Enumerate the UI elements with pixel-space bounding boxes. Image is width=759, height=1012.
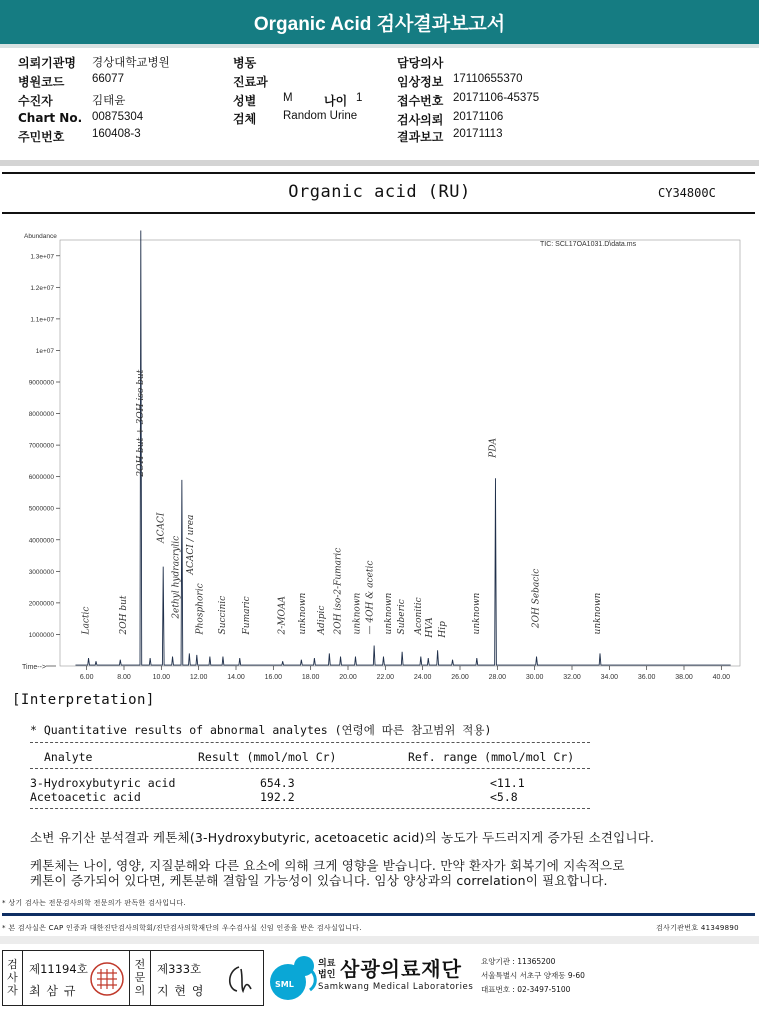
y-tick-label: 6000000: [28, 474, 54, 482]
peak-annotation: 2OH but: [119, 595, 129, 635]
summary-line: 케톤체는 나이, 영양, 지질분해와 다른 요소에 의해 크게 영향을 받습니다. 만약 환자가 회복기에 지속적으로: [30, 858, 625, 873]
info-value: M: [283, 92, 293, 104]
x-tick-label: 8.00: [117, 674, 131, 681]
peak-annotation: Hip: [438, 621, 449, 638]
org-english-name: Samkwang Medical Laboratories: [318, 982, 474, 992]
org-prefix: 법인: [318, 970, 336, 980]
info-value: 20171113: [453, 128, 503, 140]
x-tick-label: 14.00: [227, 674, 245, 681]
y-tick-label: 5000000: [28, 505, 54, 513]
chart-title: TIC: SCL17OA1031.D\data.ms: [540, 241, 637, 248]
info-label: 수진자: [18, 94, 53, 108]
chromatogram-chart: [0, 228, 759, 688]
info-value: 160408-3: [92, 128, 141, 140]
peak-annotation: ACACI / urea: [186, 514, 197, 575]
y-tick-label: 3000000: [28, 568, 54, 576]
rule-top: [2, 172, 755, 174]
x-tick-label: 28.00: [488, 674, 507, 681]
x-tick-label: 24.00: [413, 674, 432, 681]
y-tick-label: 1000000: [28, 631, 54, 639]
y-tick-label: 4000000: [28, 537, 54, 545]
col-header-analyte: Analyte: [44, 750, 93, 764]
peak-annotation: unknown: [298, 592, 309, 635]
header-underline: [0, 44, 759, 48]
info-value: 20171106: [453, 111, 504, 123]
info-label: 성별: [233, 94, 257, 108]
peak-annotation: Adipic: [316, 605, 327, 635]
footnote: * 본 검사실은 CAP 인증과 대한진단검사의학회/진단검사의학재단의 우수검사실 신임 인증을 받은 검사실입니다.: [2, 924, 362, 932]
peak-annotation: unknown: [352, 592, 363, 635]
y-tick-label: 1e+07: [35, 347, 54, 355]
confirmer-label: 전문의: [129, 951, 151, 1005]
table-row-analyte: Acetoacetic acid: [30, 790, 141, 804]
inspector-seal: [87, 959, 127, 999]
info-value: 20171106-45375: [453, 92, 540, 104]
interpretation-subtitle: * Quantitative results of abnormal analytes (연령에 따른 참고범위 적용): [30, 723, 492, 737]
x-tick-label: 20.00: [339, 674, 357, 681]
info-label: 나이: [324, 94, 348, 108]
peak-annotation: Suberic: [397, 599, 408, 635]
y-axis-label: Abundance: [24, 233, 57, 240]
info-label: 의뢰기관명: [18, 56, 76, 70]
info-value: 김태윤: [92, 95, 126, 107]
x-tick-label: 6.00: [79, 674, 94, 681]
col-header-result: Result (mmol/mol Cr): [198, 750, 337, 764]
peak-annotation: Lactic: [81, 606, 92, 635]
table-row-result: 654.3: [260, 776, 295, 790]
license-number: 검사기관번호 41349890: [656, 924, 739, 932]
confirmer-license: 제333호: [157, 962, 202, 976]
y-tick-label: 1.3e+07: [30, 253, 54, 261]
peak-annotation: HVA: [425, 617, 436, 638]
report-header: Organic Acid 검사결과보고서: [0, 0, 759, 44]
footer-rule: [2, 913, 755, 916]
y-tick-label: 1.2e+07: [30, 284, 54, 292]
peak-annotation: 2OH Sebacic: [531, 568, 542, 629]
y-tick-label: 9000000: [28, 379, 54, 387]
info-label: 병동: [233, 56, 257, 70]
peak-annotation: 2ethyl hydracrylic: [171, 535, 182, 619]
table-dash-mid: [30, 768, 590, 769]
table-row-result: 192.2: [260, 790, 295, 804]
col-header-ref: Ref. range (mmol/mol Cr): [408, 750, 575, 764]
sml-logo-icon: [266, 950, 326, 1002]
peak-annotation: PDA: [488, 437, 499, 458]
org-contact: 대표번호 : 02-3497-5100: [481, 985, 571, 994]
x-tick-label: 16.00: [264, 674, 283, 681]
peak-annotation: 2-MOAA: [277, 596, 288, 635]
table-dash-bottom: [30, 808, 590, 809]
org-name: 삼광의료재단: [340, 957, 462, 981]
table-row-ref: <11.1: [490, 776, 525, 790]
x-tick-label: 30.00: [525, 674, 544, 681]
section-divider: [0, 160, 759, 166]
x-tick-label: 26.00: [451, 674, 469, 681]
info-label: 검사의뢰: [397, 113, 444, 127]
peak-annotation: 2OH but + 3OH iso but: [135, 369, 146, 477]
peak-annotation: 2OH iso-2-Fumaric: [333, 547, 344, 635]
x-tick-label: 36.00: [637, 674, 656, 681]
x-tick-label: 40.00: [712, 674, 731, 681]
peak-annotation: Fumaric: [242, 596, 253, 635]
summary-line: 케톤이 증가되어 있다면, 케톤분해 결함일 가능성이 있습니다. 임상 양상과의 correlation이 필요합니다.: [30, 873, 608, 888]
sml-logo-text: SML: [275, 980, 294, 989]
peak-annotation: — 4OH & acetic: [365, 560, 376, 635]
confirmer-signature: [221, 961, 257, 997]
peak-annotation: Aconitic: [413, 597, 424, 635]
footer-gap: [0, 936, 759, 944]
footnote: * 상기 검사는 전문검사의학 전문의가 판독한 검사입니다.: [2, 899, 186, 907]
x-tick-label: 38.00: [675, 674, 693, 681]
y-tick-label: 2000000: [28, 600, 54, 608]
y-tick-label: 8000000: [28, 411, 54, 419]
summary-line: 소변 유기산 분석결과 케톤체(3-Hydroxybutyric, acetoacetic acid)의 농도가 두드러지게 증가된 소견입니다.: [30, 830, 655, 845]
report-title: Organic acid (RU): [288, 182, 471, 202]
rule-bottom: [2, 212, 755, 214]
peak-annotation: unknown: [384, 592, 395, 635]
table-row-ref: <5.8: [490, 790, 518, 804]
x-axis-label: Time-->: [22, 664, 47, 671]
x-tick-label: 12.00: [189, 674, 208, 681]
inspector-license: 제11194호: [29, 962, 88, 976]
info-value: Random Urine: [283, 110, 358, 122]
report-code: CY34800C: [658, 186, 716, 200]
peak-annotation: Succinic: [217, 595, 228, 635]
info-label: 진료과: [233, 75, 268, 89]
x-tick-label: 34.00: [600, 674, 619, 681]
inspector-label: 검사자: [3, 951, 23, 1005]
info-value: 00875304: [92, 111, 144, 123]
peak-annotation: ACACI: [156, 512, 167, 543]
x-tick-label: 18.00: [301, 674, 320, 681]
peak-annotation: unknown: [593, 592, 604, 635]
info-label: 담당의사: [397, 56, 444, 70]
info-label: 접수번호: [397, 94, 444, 108]
x-tick-label: 10.00: [152, 674, 171, 681]
inspector-name: 최 삼 규: [29, 984, 77, 998]
x-tick-label: 32.00: [563, 674, 581, 681]
org-contact: 서울특별시 서초구 양재동 9-60: [481, 971, 585, 980]
confirmer-name: 지 현 영: [157, 984, 205, 998]
info-value: 66077: [92, 73, 124, 85]
y-tick-label: 7000000: [28, 442, 54, 450]
info-label: 검체: [233, 112, 257, 126]
info-label: Chart No.: [18, 111, 83, 125]
info-value: 경상대학교병원: [92, 57, 170, 69]
info-label: 임상정보: [397, 75, 444, 89]
org-prefix: 의료: [318, 959, 336, 969]
info-value: 1: [356, 92, 363, 104]
table-row-analyte: 3-Hydroxybutyric acid: [30, 776, 176, 790]
info-label: 결과보고: [397, 130, 444, 144]
table-dash-top: [30, 742, 590, 743]
signature-box: [2, 950, 264, 1006]
interpretation-heading: [Interpretation]: [12, 692, 155, 708]
peak-annotation: unknown: [471, 592, 482, 635]
info-label: 병원코드: [18, 75, 65, 89]
peak-annotation: Phosphoric: [195, 583, 206, 635]
y-tick-label: 1.1e+07: [30, 316, 54, 324]
org-contact: 요양기관 : 11365200: [481, 957, 556, 966]
x-tick-label: 22.00: [376, 674, 395, 681]
info-value: 17110655370: [453, 73, 523, 85]
info-label: 주민번호: [18, 130, 65, 144]
